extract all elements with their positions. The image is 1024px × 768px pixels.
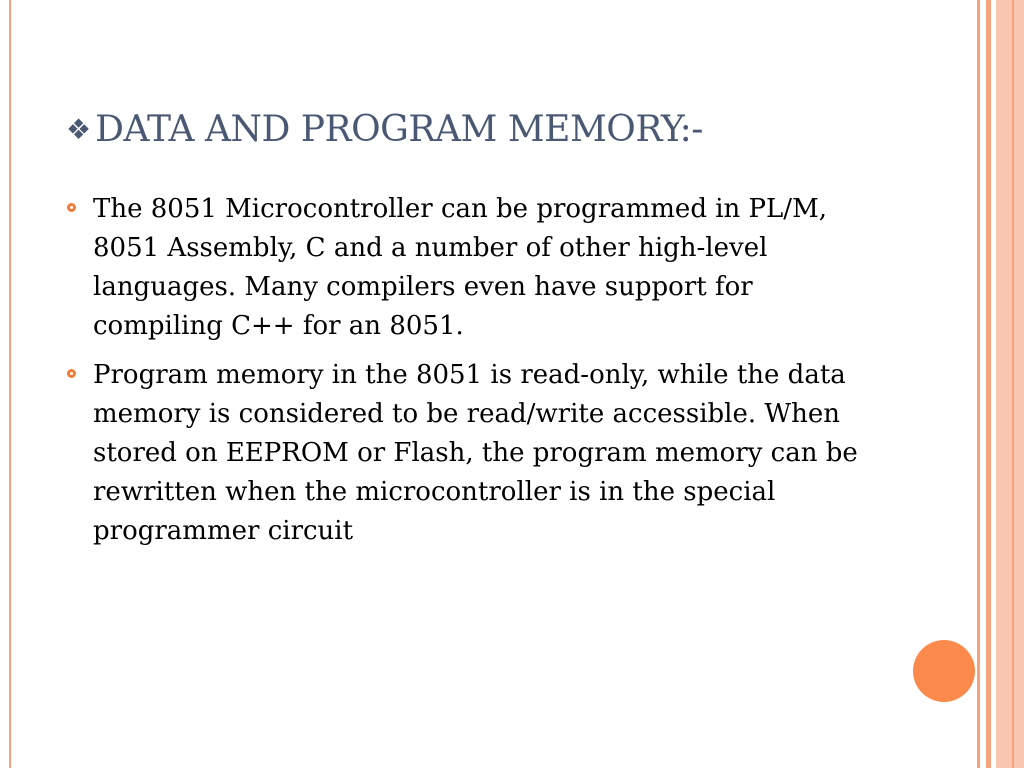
decorative-circle: [913, 640, 975, 702]
bullet-text: Program memory in the 8051 is read-only, while the data memory is considered to be read/write accessible. When stored on EEPROM or Flash, the program memory can be rewritten when the microcontroller is in the special programmer circuit: [93, 360, 858, 546]
left-border-line: [9, 0, 11, 768]
slide-body: [60, 190, 870, 561]
bullet-item: [60, 190, 870, 346]
slide-title: [66, 108, 946, 152]
slide-title-text: DATA AND PROGRAM MEMORY:-: [95, 109, 703, 150]
bullet-item: [60, 356, 870, 551]
circle-bullet-icon: [67, 203, 76, 212]
bullet-text: The 8051 Microcontroller can be programmed in PL/M, 8051 Assembly, C and a number of other high-level languages. Many compilers even have support for compiling C++ for an 8051.: [93, 194, 827, 341]
diamond-bullet-icon: ❖: [66, 113, 92, 146]
right-stripe-divider: [1012, 0, 1014, 768]
right-stripe-wide: [996, 0, 1024, 768]
right-stripe-medium: [986, 0, 991, 768]
circle-bullet-icon: [67, 369, 76, 378]
right-stripe-thin: [977, 0, 980, 768]
